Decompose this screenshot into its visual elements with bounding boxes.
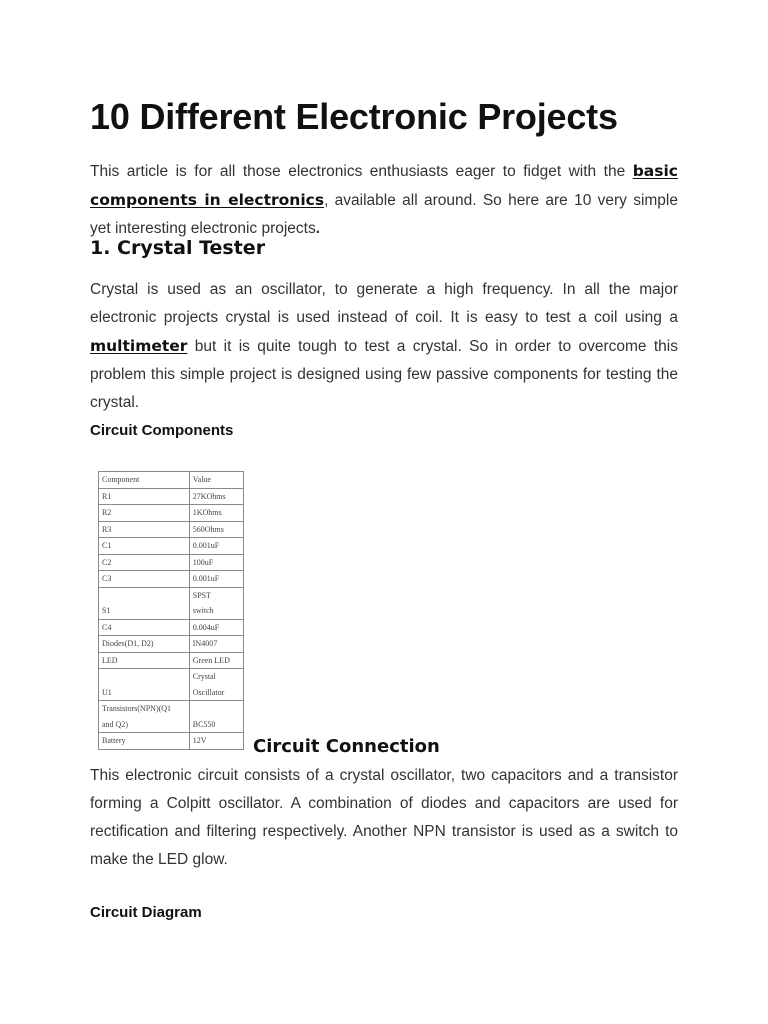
value-cell bbox=[189, 488, 243, 505]
value-cell bbox=[189, 521, 243, 538]
components-table bbox=[98, 471, 244, 750]
component-cell bbox=[99, 571, 190, 588]
value-cell bbox=[189, 587, 243, 619]
component-cell bbox=[99, 652, 190, 669]
value-line: 0.001uF bbox=[192, 541, 220, 550]
component-line: Battery bbox=[102, 736, 126, 745]
component-cell bbox=[99, 587, 190, 619]
value-cell bbox=[189, 652, 243, 669]
table-row bbox=[99, 669, 244, 701]
component-line: U1 bbox=[102, 687, 112, 697]
table-header-row bbox=[99, 472, 244, 489]
component-cell bbox=[99, 554, 190, 571]
value-line: 1KOhms bbox=[192, 508, 222, 517]
component-cell bbox=[99, 488, 190, 505]
intro-end-punct: . bbox=[315, 220, 321, 237]
value-cell bbox=[189, 669, 243, 701]
table-row bbox=[99, 571, 244, 588]
table-header-component: Component bbox=[99, 472, 190, 489]
component-cell bbox=[99, 701, 190, 733]
component-line: R1 bbox=[102, 491, 112, 501]
value-line: BC550 bbox=[192, 719, 216, 729]
component-line: S1 bbox=[102, 606, 111, 615]
page-title: 10 Different Electronic Projects bbox=[90, 96, 618, 137]
component-line: R2 bbox=[102, 508, 112, 517]
table-row bbox=[99, 505, 244, 522]
table-row bbox=[99, 733, 244, 750]
component-line: LED bbox=[102, 655, 118, 665]
crystal-tester-paragraph bbox=[90, 276, 678, 417]
value-line: 27KOhms bbox=[192, 491, 226, 501]
value-cell bbox=[189, 619, 243, 636]
value-cell bbox=[189, 538, 243, 555]
component-cell bbox=[99, 619, 190, 636]
value-line: 0.004uF bbox=[192, 622, 220, 632]
table-row bbox=[99, 619, 244, 636]
component-line: Diodes(D1, D2) bbox=[102, 639, 154, 648]
value-cell bbox=[189, 733, 243, 750]
value-line: SPST bbox=[192, 590, 211, 600]
components-table-body bbox=[99, 472, 244, 750]
circuit-diagram-heading: Circuit Diagram bbox=[90, 904, 202, 921]
value-line: 100uF bbox=[192, 557, 214, 567]
table-row bbox=[99, 587, 244, 619]
component-cell bbox=[99, 733, 190, 750]
circuit-connection-paragraph: This electronic circuit consists of a crystal oscillator, two capacitors and a transistor forming a Colpitt oscillator. A combination of diodes and capacitors are used for rectification and filtering respectively. Another NPN transistor is used as a switch to make the LED glow. bbox=[90, 767, 678, 868]
value-cell bbox=[189, 505, 243, 522]
value-cell bbox=[189, 571, 243, 588]
component-line: Transistors(NPN)(Q1 bbox=[102, 704, 172, 713]
intro-paragraph bbox=[90, 157, 678, 243]
component-cell bbox=[99, 538, 190, 555]
component-cell bbox=[99, 505, 190, 522]
value-line: Oscillator bbox=[192, 687, 225, 697]
value-line: Green LED bbox=[192, 655, 230, 665]
circuit-connection-heading: Circuit Connection bbox=[253, 736, 440, 757]
table-row bbox=[99, 521, 244, 538]
basic-components-link[interactable]: basic components in electronics bbox=[90, 162, 678, 209]
crystal-text-start: Crystal is used as an oscillator, to generate a high frequency. In all the major electronic projects crystal is used instead of coil. It is easy to test a coil using a bbox=[90, 281, 678, 326]
crystal-tester-heading: 1. Crystal Tester bbox=[90, 237, 266, 259]
circuit-components-heading: Circuit Components bbox=[90, 422, 234, 439]
value-line: 560Ohms bbox=[192, 524, 224, 534]
table-row bbox=[99, 652, 244, 669]
value-cell bbox=[189, 554, 243, 571]
value-cell bbox=[189, 701, 243, 733]
value-line: Crystal bbox=[192, 672, 216, 681]
component-line: and Q2) bbox=[102, 719, 128, 729]
table-header-value: Value bbox=[189, 472, 243, 489]
intro-text-end: , available all around. So here are 10 very simple yet interesting electronic projects bbox=[90, 192, 678, 237]
table-row bbox=[99, 636, 244, 653]
component-cell bbox=[99, 636, 190, 653]
value-cell bbox=[189, 636, 243, 653]
table-row bbox=[99, 554, 244, 571]
table-row bbox=[99, 701, 244, 733]
component-line: C3 bbox=[102, 574, 112, 583]
value-line: switch bbox=[192, 606, 214, 615]
value-line: 12V bbox=[192, 736, 207, 745]
intro-text-start: This article is for all those electronics enthusiasts eager to fidget with the bbox=[90, 163, 633, 180]
table-row bbox=[99, 488, 244, 505]
value-line: IN4007 bbox=[192, 639, 218, 648]
crystal-text-end: but it is quite tough to test a crystal. So in order to overcome this problem this simple project is designed using few passive components for testing the crystal. bbox=[90, 338, 678, 411]
component-cell bbox=[99, 521, 190, 538]
component-line: C4 bbox=[102, 622, 112, 632]
component-cell bbox=[99, 669, 190, 701]
multimeter-link[interactable]: multimeter bbox=[90, 337, 188, 355]
component-line: R3 bbox=[102, 524, 112, 534]
component-line: C1 bbox=[102, 541, 112, 550]
value-line: 0.001uF bbox=[192, 574, 220, 583]
table-row bbox=[99, 538, 244, 555]
component-line: C2 bbox=[102, 557, 112, 567]
